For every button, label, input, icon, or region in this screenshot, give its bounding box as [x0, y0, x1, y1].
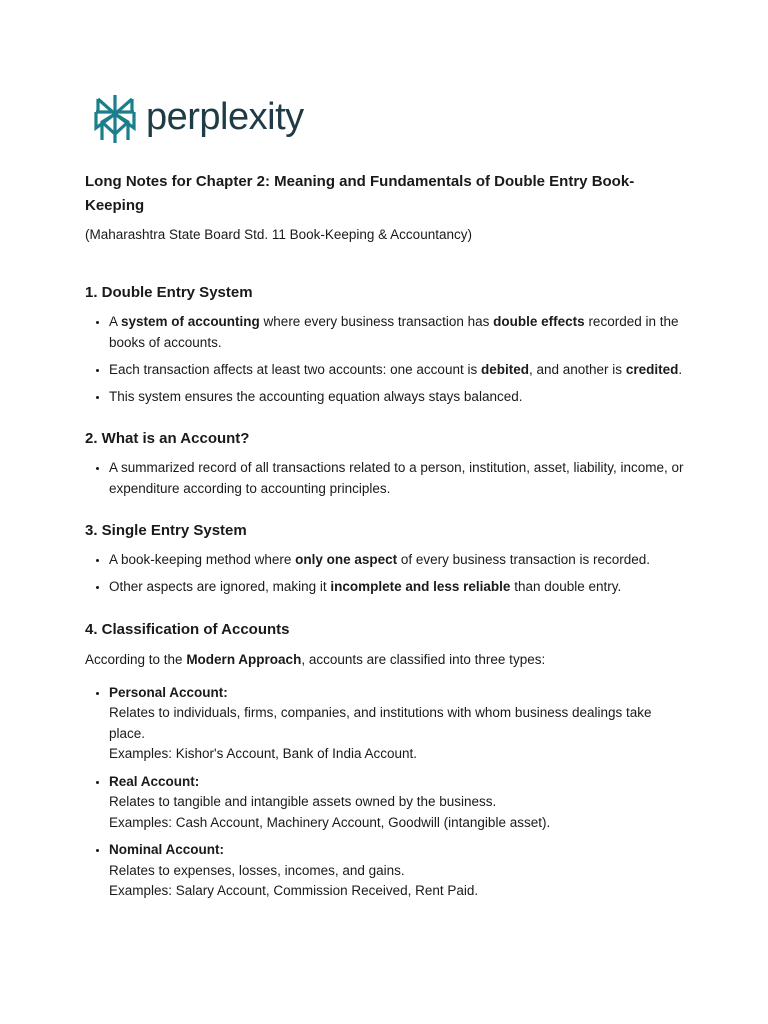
document-subtitle: (Maharashtra State Board Std. 11 Book-Keeping & Accountancy): [85, 227, 472, 242]
text: Each transaction affects at least two accounts: one account is: [109, 361, 481, 377]
bullet-list: [85, 458, 685, 499]
text: According to the: [85, 651, 187, 667]
list-item-personal-account: [109, 683, 685, 765]
account-type-description: Relates to individuals, firms, companies, and institutions with whom business dealings take place.: [109, 705, 652, 741]
perplexity-logo: [94, 94, 304, 144]
text: where every business transaction has: [259, 314, 494, 329]
list-item: [109, 550, 685, 571]
section-double-entry-system: [85, 283, 685, 407]
section-single-entry-system: [85, 521, 685, 598]
section-intro: [85, 650, 685, 670]
account-types-list: [85, 683, 685, 902]
account-type-name: • Nominal Account:: [109, 842, 225, 857]
list-item: [109, 458, 685, 499]
bold-text: incomplete and less reliable: [330, 579, 511, 594]
text: A book-keeping method where: [109, 552, 296, 567]
text: .: [678, 361, 683, 377]
account-type-examples: Examples: Salary Account, Commission Received, Rent Paid.: [109, 883, 479, 898]
list-item: [109, 387, 685, 408]
logo-wordmark: perplexity: [146, 96, 304, 138]
account-type-description: Relates to tangible and intangible assets owned by the business.: [109, 794, 497, 809]
account-type-description: Relates to expenses, losses, incomes, and gains.: [109, 862, 405, 878]
bold-text: Modern Approach: [186, 651, 302, 667]
text: recorded in the books of accounts.: [109, 314, 679, 350]
text: A summarized record of all transactions related to a person, institution, asset, liability, income, or expenditure according to accounting principles.: [109, 460, 684, 496]
text: A: [109, 314, 122, 329]
document-title: Long Notes for Chapter 2: Meaning and Fundamentals of Double Entry Book-Keeping: [85, 173, 635, 214]
list-item-real-account: [109, 772, 685, 834]
section-classification-of-accounts: [85, 620, 685, 902]
bold-text: only one aspect: [295, 552, 398, 567]
text: of every business transaction is recorded.: [397, 552, 651, 567]
section-heading: 4. Classification of Accounts: [85, 620, 290, 638]
bullet-list: [85, 550, 685, 598]
list-item: [109, 360, 685, 381]
section-heading: 1. Double Entry System: [85, 284, 253, 301]
bold-text: debited: [480, 361, 529, 377]
document-body: [85, 170, 685, 909]
account-type-examples: Examples: Kishor's Account, Bank of India Account.: [109, 746, 417, 761]
list-item: [109, 577, 685, 598]
bold-text: credited: [625, 361, 679, 377]
bullet-list: [85, 312, 685, 407]
section-heading: 3. Single Entry System: [85, 522, 247, 539]
section-what-is-an-account: [85, 429, 685, 499]
text: Other aspects are ignored, making it: [109, 579, 331, 594]
section-heading: 2. What is an Account?: [85, 430, 250, 447]
account-type-name: • Real Account:: [109, 773, 200, 789]
list-item-nominal-account: [109, 840, 685, 902]
text: than double entry.: [510, 579, 622, 594]
bold-text: system of accounting: [121, 314, 260, 329]
text: , accounts are classified into three types:: [301, 651, 546, 667]
account-type-name: • Personal Account:: [109, 684, 228, 700]
perplexity-logo-icon: [94, 94, 136, 144]
text: This system ensures the accounting equation always stays balanced.: [109, 388, 523, 404]
list-item: [109, 312, 685, 353]
bold-text: double effects: [493, 314, 585, 329]
text: , and another is: [528, 361, 626, 377]
account-type-examples: Examples: Cash Account, Machinery Account, Goodwill (intangible asset).: [109, 814, 551, 830]
